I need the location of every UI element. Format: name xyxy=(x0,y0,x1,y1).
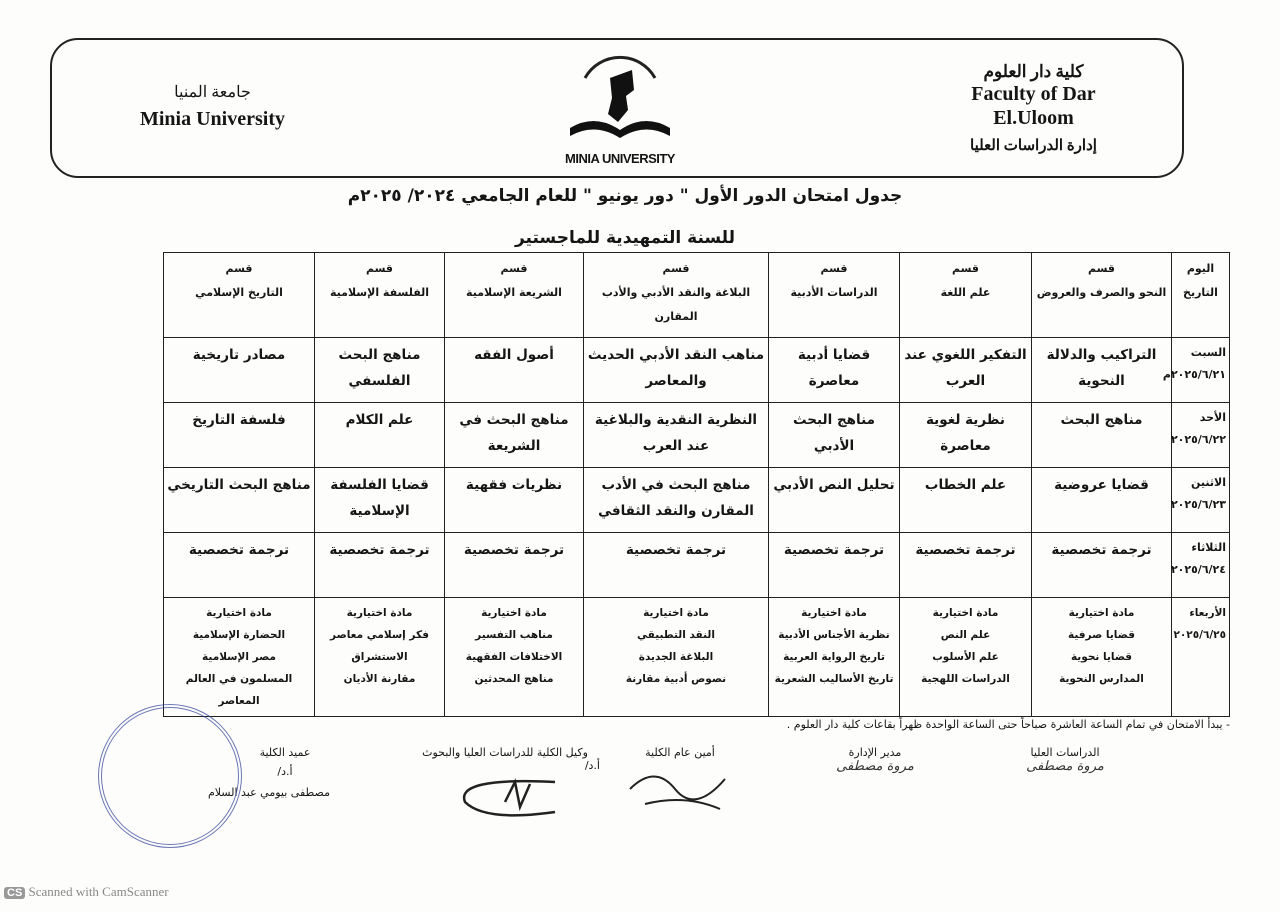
elective-subject: الاختلافات الفقهية xyxy=(465,651,563,663)
subject-cell: التراكيب والدلالة النحوية xyxy=(1032,338,1172,403)
header-text: قسم xyxy=(1087,262,1116,275)
letterhead-university xyxy=(140,82,285,131)
signature-name: مروة مصطفى xyxy=(1026,759,1104,774)
header-text: قسم xyxy=(662,262,690,275)
subject-cell: مناهج البحث التاريخي xyxy=(164,468,315,533)
subject-cell: مناهج البحث في الشريعة xyxy=(445,403,584,468)
header-department xyxy=(584,253,769,338)
subject-cell: علم الكلام xyxy=(315,403,445,468)
elective-label: مادة اختيارية xyxy=(206,607,272,619)
letterhead-faculty xyxy=(970,62,1097,155)
header-text: قسم xyxy=(951,262,980,275)
exam-day: السبت xyxy=(1190,346,1226,359)
handwritten-signature-icon xyxy=(445,772,565,822)
subject-cell: فلسفة التاريخ xyxy=(164,403,315,468)
table-row-electives xyxy=(164,598,1230,717)
elective-subject: تاريخ الرواية العربية xyxy=(783,651,885,663)
faculty-name-en-2: El.Uloom xyxy=(993,107,1074,129)
day-date-cell xyxy=(1162,338,1230,403)
subject-cell: مصادر تاريخية xyxy=(164,338,315,403)
elective-subject: المسلمون في العالم المعاصر xyxy=(185,673,293,707)
subject-cell: مناهج البحث xyxy=(1032,403,1172,468)
elective-subject: الاستشراق xyxy=(351,651,408,663)
signature-title: وكيل الكلية للدراسات العليا والبحوث xyxy=(422,746,588,759)
signature-vice-dean xyxy=(390,746,620,825)
signature-postgrad xyxy=(1010,746,1120,774)
header-text: قسم xyxy=(225,262,253,275)
exam-date: ٢٠٢٥/٦/٢٥ xyxy=(1173,629,1226,641)
exam-day: الثلاثاء xyxy=(1191,541,1226,554)
table-row xyxy=(164,533,1230,598)
header-department xyxy=(900,253,1032,338)
subject-cell: مناهج البحث الفلسفي xyxy=(315,338,445,403)
elective-subject: نظرية الأجناس الأدبية xyxy=(778,629,890,641)
exam-date: ٢٠٢٥/٦/٢٢ xyxy=(1170,433,1226,446)
header-text: قسم xyxy=(500,262,528,275)
subject-cell: ترجمة تخصصية xyxy=(164,533,315,598)
header-text: قسم xyxy=(365,262,394,275)
header-text: التاريخ xyxy=(1183,286,1218,299)
day-date-cell xyxy=(1172,403,1230,468)
subject-cell: مناهج البحث الأدبي xyxy=(769,403,900,468)
header-text: النحو والصرف والعروض xyxy=(1036,286,1167,299)
exam-day: الأحد xyxy=(1199,411,1226,424)
elective-label: مادة اختيارية xyxy=(801,607,867,619)
exam-schedule-table xyxy=(163,252,1230,717)
header-text: الشريعة الإسلامية xyxy=(466,286,562,299)
elective-subject: النقد التطبيقي xyxy=(637,629,715,641)
elective-cell xyxy=(445,598,584,717)
elective-subject: علم الأسلوب xyxy=(932,651,999,663)
elective-label: مادة اختيارية xyxy=(643,607,709,619)
table-row xyxy=(164,468,1230,533)
camscanner-badge-icon: CS xyxy=(4,887,25,899)
elective-subject: تاريخ الأساليب الشعرية xyxy=(774,673,894,685)
subject-cell: ترجمة تخصصية xyxy=(315,533,445,598)
day-date-cell xyxy=(1172,598,1230,717)
table-row xyxy=(164,338,1230,403)
elective-cell xyxy=(164,598,315,717)
exam-date: ٢٠٢٥/٦/٢٣ xyxy=(1170,498,1226,511)
signature-title: الدراسات العليا xyxy=(1030,746,1100,759)
signature-dean xyxy=(207,746,330,799)
header-text: علم اللغة xyxy=(940,286,991,299)
subject-cell: ترجمة تخصصية xyxy=(1032,533,1172,598)
elective-cell xyxy=(900,598,1032,717)
subject-cell: تحليل النص الأدبي xyxy=(769,468,900,533)
handwritten-signature-icon xyxy=(625,759,735,819)
signature-name: أ.د/ xyxy=(584,759,600,772)
header-day-date xyxy=(1172,253,1230,338)
header-text: اليوم xyxy=(1186,262,1215,275)
exam-day: الأربعاء xyxy=(1189,607,1226,619)
elective-subject: قضايا صرفية xyxy=(1068,629,1135,641)
elective-subject: المدارس النحوية xyxy=(1059,673,1144,685)
signature-title: أمين عام الكلية xyxy=(645,746,715,759)
table-row xyxy=(164,403,1230,468)
elective-cell xyxy=(315,598,445,717)
official-stamp xyxy=(98,704,242,848)
elective-subject: مناهب التفسير xyxy=(475,629,553,641)
signature-name: مروة مصطفى xyxy=(836,759,914,774)
subject-cell: قضايا عروضية xyxy=(1032,468,1172,533)
elective-subject: الدراسات اللهجية xyxy=(921,673,1010,685)
subject-cell: قضايا الفلسفة الإسلامية xyxy=(315,468,445,533)
subject-cell: مناهج البحث في الأدب المقارن والنقد الثقافي xyxy=(584,468,769,533)
camscanner-watermark xyxy=(4,884,169,900)
logo-caption: MINIA UNIVERSITY xyxy=(565,151,675,166)
header-department xyxy=(315,253,445,338)
department-name: إدارة الدراسات العليا xyxy=(970,138,1097,154)
document-subtitle: للسنة التمهيدية للماجستير xyxy=(514,228,736,248)
signature-title: مدير الإدارة xyxy=(848,746,902,759)
elective-cell xyxy=(769,598,900,717)
faculty-name-ar: كلية دار العلوم xyxy=(983,62,1084,81)
faculty-name-en-1: Faculty of Dar xyxy=(971,83,1096,105)
elective-label: مادة اختيارية xyxy=(1068,607,1135,619)
signature-secretary xyxy=(620,746,740,822)
elective-subject: الحضارة الإسلامية xyxy=(192,629,286,641)
subject-cell: نظرية لغوية معاصرة xyxy=(900,403,1032,468)
header-text: البلاغة والنقد الأدبي والأدب المقارن xyxy=(601,286,751,323)
subject-cell: قضايا أدبية معاصرة xyxy=(769,338,900,403)
header-department xyxy=(164,253,315,338)
elective-cell xyxy=(584,598,769,717)
signature-name: أ.د/ xyxy=(277,765,293,778)
document-title: جدول امتحان الدور الأول " دور يونيو " للعام الجامعي ٢٠٢٤/ ٢٠٢٥م xyxy=(347,186,903,206)
exam-day: الاثنين xyxy=(1191,476,1226,489)
header-department xyxy=(445,253,584,338)
elective-subject: نصوص أدبية مقارنة xyxy=(625,673,727,685)
subject-cell: مناهب النقد الأدبي الحديث والمعاصر xyxy=(584,338,769,403)
subject-cell: النظرية النقدية والبلاغية عند العرب xyxy=(584,403,769,468)
exam-date: ٢٠٢٥/٦/٢٤ xyxy=(1170,563,1226,576)
exam-date: ٢٠٢٥/٦/٢١م xyxy=(1162,368,1226,381)
elective-subject: البلاغة الجديدة xyxy=(638,651,714,663)
subject-cell: علم الخطاب xyxy=(900,468,1032,533)
elective-subject: قضايا نحوية xyxy=(1070,651,1133,663)
subject-cell: نظريات فقهية xyxy=(445,468,584,533)
header-text: الدراسات الأدبية xyxy=(790,286,878,299)
elective-label: مادة اختيارية xyxy=(932,607,999,619)
elective-subject: مقارنة الأديان xyxy=(343,673,416,685)
day-date-cell xyxy=(1172,468,1230,533)
elective-cell xyxy=(1032,598,1172,717)
signature-title: عميد الكلية xyxy=(259,746,311,759)
watermark-text: Scanned with CamScanner xyxy=(28,884,169,899)
elective-subject: مصر الإسلامية xyxy=(202,651,276,663)
elective-label: مادة اختيارية xyxy=(481,607,547,619)
elective-label: مادة اختيارية xyxy=(346,607,413,619)
header-text: الفلسفة الإسلامية xyxy=(329,286,430,299)
signature-name: مصطفى بيومي عبد السلام xyxy=(207,786,330,799)
subject-cell: التفكير اللغوي عند العرب xyxy=(900,338,1032,403)
subject-cell: ترجمة تخصصية xyxy=(769,533,900,598)
subject-cell: ترجمة تخصصية xyxy=(584,533,769,598)
header-text: قسم xyxy=(820,262,848,275)
subject-cell: ترجمة تخصصية xyxy=(900,533,1032,598)
day-date-cell xyxy=(1172,533,1230,598)
subject-cell: أصول الفقه xyxy=(445,338,584,403)
header-text: التاريخ الإسلامي xyxy=(195,286,283,299)
elective-subject: مناهج المحدثين xyxy=(474,673,554,685)
subject-cell: ترجمة تخصصية xyxy=(445,533,584,598)
university-name-ar: جامعة المنيا xyxy=(174,84,251,101)
exam-time-note: - يبدأ الامتحان في تمام الساعة العاشرة صباحاً حتى الساعة الواحدة ظهراً بقاعات كلية دار العلوم . xyxy=(786,718,1230,731)
header-department xyxy=(1032,253,1172,338)
elective-subject: فكر إسلامي معاصر xyxy=(330,629,429,641)
table-header-row xyxy=(164,253,1230,338)
university-name-en: Minia University xyxy=(140,108,285,130)
university-logo xyxy=(560,48,680,168)
signature-director xyxy=(820,746,930,774)
header-department xyxy=(769,253,900,338)
nefertiti-logo-icon xyxy=(560,48,680,153)
elective-subject: علم النص xyxy=(940,629,991,641)
